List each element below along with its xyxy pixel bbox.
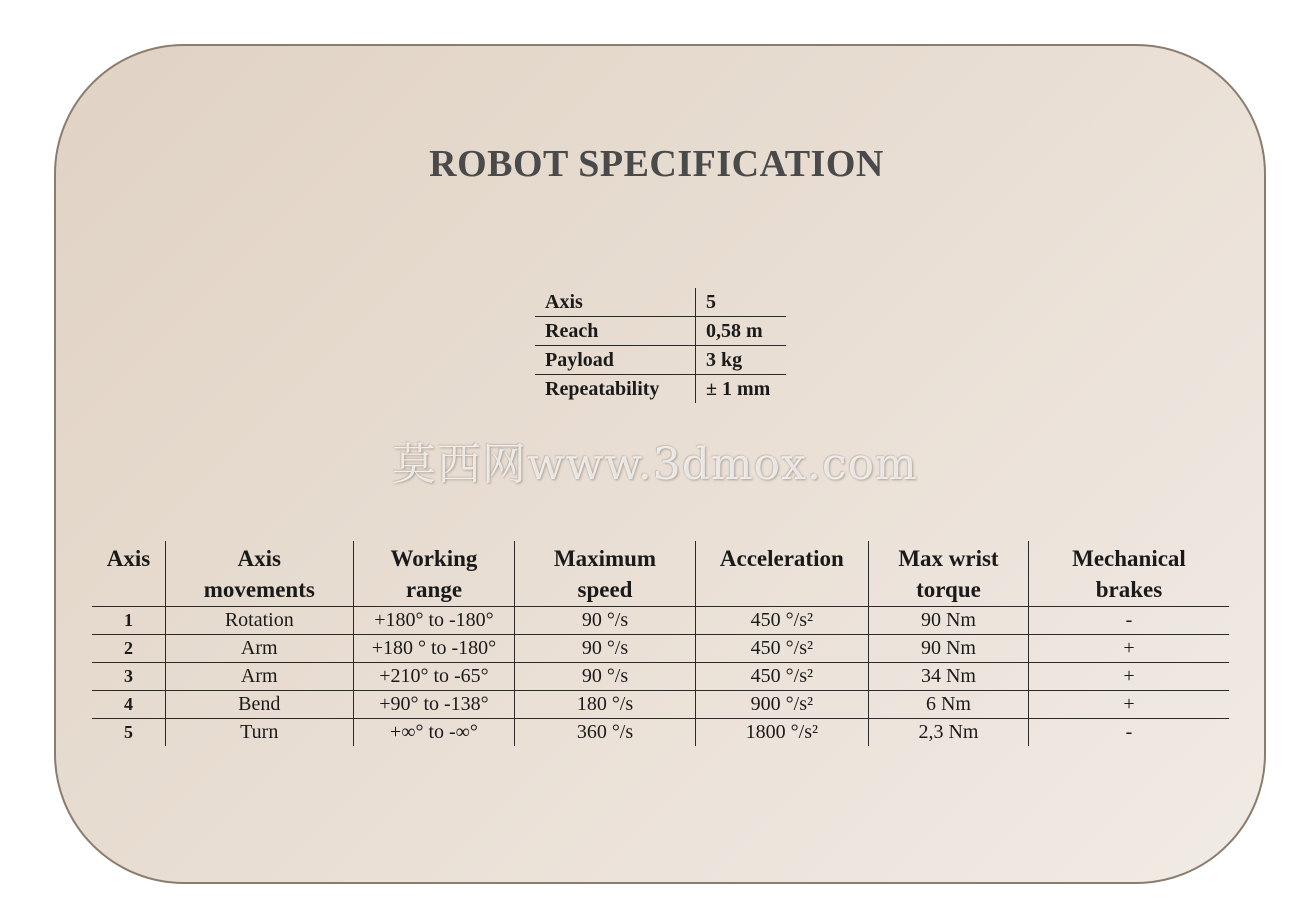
spec-value: ± 1 mm [706,378,771,400]
max-wrist-torque: 2,3 Nm [868,719,1028,747]
column-header-working-range: Working range [353,541,515,607]
max-wrist-torque: 6 Nm [868,691,1028,719]
spec-row [535,375,786,404]
maximum-speed: 360 °/s [515,719,695,747]
column-header-axis-movements: Axis movements [165,541,353,607]
mechanical-brakes: - [1028,607,1229,635]
maximum-speed: 180 °/s [515,691,695,719]
axis-number: 1 [92,607,165,635]
table-header-row [92,541,1229,607]
mechanical-brakes: + [1028,635,1229,663]
column-header-axis: Axis [92,541,165,607]
max-wrist-torque: 34 Nm [868,663,1028,691]
max-wrist-torque: 90 Nm [868,607,1028,635]
table-row [92,719,1229,747]
axis-number: 4 [92,691,165,719]
spec-key: Reach [535,317,696,346]
axis-number: 5 [123,722,133,742]
acceleration: 450 °/s² [695,635,868,663]
spec-row [535,346,786,375]
spec-value: 0,58 m [696,317,787,346]
spec-row [535,317,786,346]
axis-movement: Turn [165,719,353,747]
mechanical-brakes: + [1028,663,1229,691]
maximum-speed: 90 °/s [515,663,695,691]
spec-summary-table [535,288,786,403]
axis-number: 2 [92,635,165,663]
acceleration: 900 °/s² [695,691,868,719]
acceleration: 1800 °/s² [695,719,868,747]
spec-key: Axis [535,288,696,317]
spec-value: 3 kg [696,346,787,375]
max-wrist-torque: 90 Nm [868,635,1028,663]
acceleration: 450 °/s² [695,663,868,691]
axis-movement: Rotation [165,607,353,635]
working-range: +180 ° to -180° [353,635,515,663]
working-range: +180° to -180° [353,607,515,635]
column-header-maximum-speed: Maximum speed [515,541,695,607]
maximum-speed: 90 °/s [515,635,695,663]
mechanical-brakes: + [1028,691,1229,719]
table-row [92,607,1229,635]
column-header-max-wrist-torque: Max wrist torque [868,541,1028,607]
axis-specification-table [92,541,1229,746]
working-range: +90° to -138° [353,691,515,719]
column-header-mechanical-brakes: Mechanical brakes [1028,541,1229,607]
axis-movement: Arm [165,663,353,691]
mechanical-brakes: - [1028,719,1229,747]
axis-movement: Bend [165,691,353,719]
axis-movement: Arm [165,635,353,663]
page-title: ROBOT SPECIFICATION [429,143,884,185]
watermark: 莫西网www.3dmox.com [392,439,918,490]
column-header-acceleration: Acceleration [695,541,868,607]
spec-key: Repeatability [535,375,696,404]
table-row [92,663,1229,691]
spec-value: 5 [696,288,787,317]
table-row [92,691,1229,719]
table-row [92,635,1229,663]
acceleration: 450 °/s² [695,607,868,635]
working-range: +∞° to -∞° [353,719,515,747]
spec-row [535,288,786,317]
spec-key: Payload [535,346,696,375]
maximum-speed: 90 °/s [515,607,695,635]
axis-number: 3 [92,663,165,691]
working-range: +210° to -65° [353,663,515,691]
